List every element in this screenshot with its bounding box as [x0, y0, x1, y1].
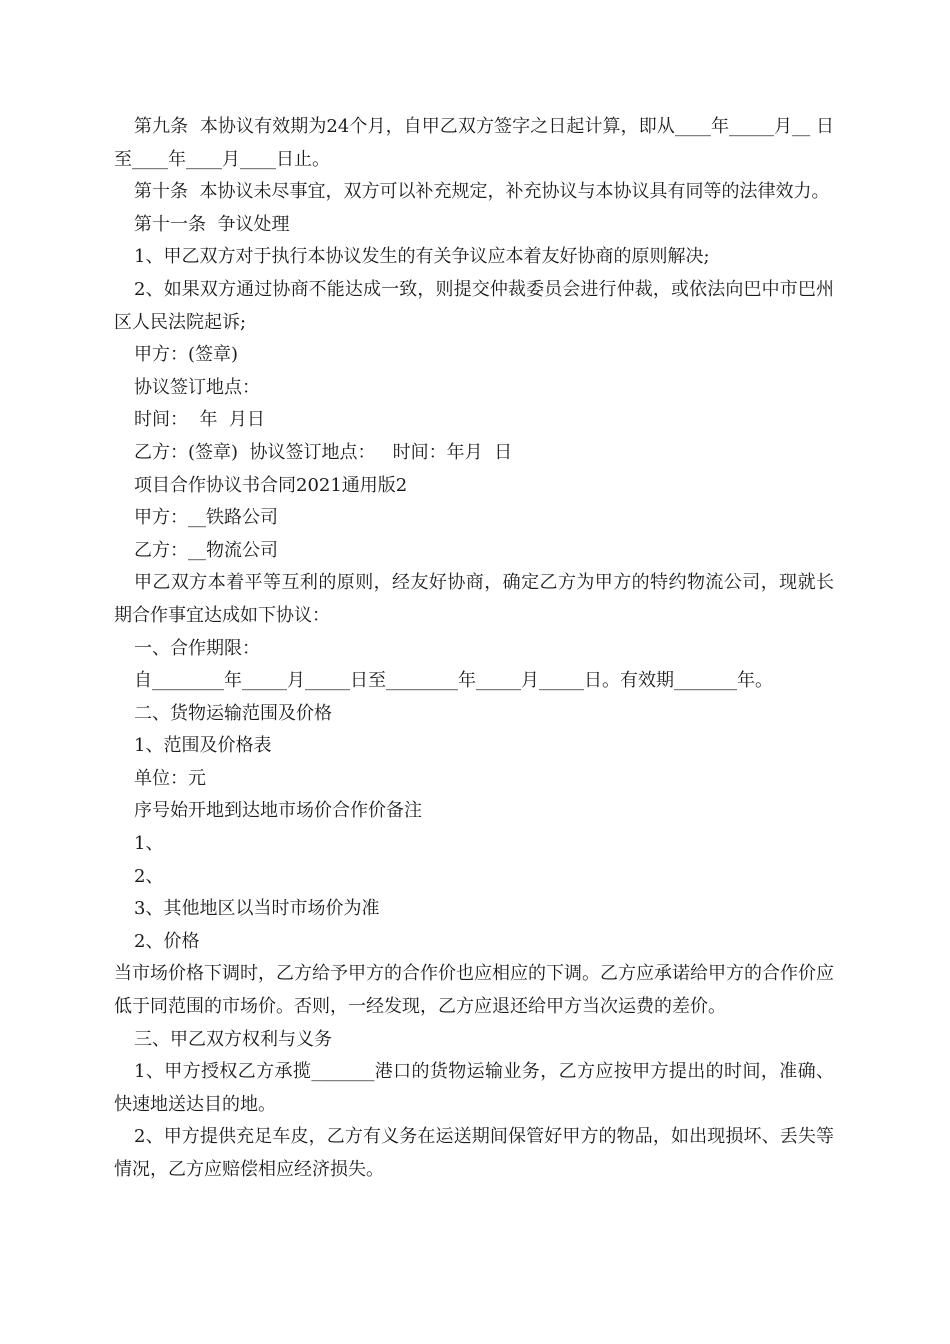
table-row-3: 3、其他地区以当时市场价为准 [134, 898, 380, 920]
table-row-2: 2、 [134, 865, 164, 887]
clause-10-paragraph: 第十条 本协议未尽事宜，双方可以补充规定，补充协议与本协议具有同等的法律效力。 [134, 181, 830, 203]
table-row-1: 1、 [134, 833, 164, 855]
signing-location: 协议签订地点： [134, 376, 260, 398]
clause-11-heading: 第十一条 争议处理 [134, 213, 290, 235]
unit-label: 单位：元 [134, 767, 206, 789]
document-body [114, 111, 834, 1187]
signing-time: 时间： 年 月日 [134, 409, 265, 431]
party-a-signature: 甲方：(签章) [134, 344, 239, 366]
party-a-name: 甲方：__铁路公司 [134, 507, 278, 529]
section-3-heading: 三、甲乙双方权利与义务 [134, 1028, 332, 1050]
party-b-name: 乙方：__物流公司 [134, 539, 278, 561]
scope-price-table-heading: 1、范围及价格表 [134, 735, 272, 757]
agreement-title: 项目合作协议书合同2021通用版2 [134, 474, 408, 496]
party-b-signature-line: 乙方：(签章) 协议签订地点： 时间：年月 日 [134, 441, 513, 463]
dispute-item-1: 1、甲乙双方对于执行本协议发生的有关争议应本着友好协商的原则解决; [134, 246, 710, 268]
dispute-item-2: 2、如果双方通过协商不能达成一致，则提交仲裁委员会进行仲裁，或依法向巴中市巴州区人民法院起诉; [114, 278, 834, 333]
preamble-paragraph: 甲乙双方本着平等互利的原则，经友好协商，确定乙方为甲方的特约物流公司，现就长期合作事宜达成如下协议： [114, 572, 834, 626]
section-1-heading: 一、合作期限： [134, 637, 260, 659]
table-header-row: 序号始开地到达地市场价合作价备注 [134, 800, 422, 822]
cooperation-period: 自________年_____月_____日至________年_____月_____日。有效期_______年。 [134, 670, 773, 692]
section-2-heading: 二、货物运输范围及价格 [134, 702, 332, 724]
price-heading: 2、价格 [134, 930, 200, 952]
rights-item-2: 2、甲方提供充足车皮，乙方有义务在运送期间保管好甲方的物品，如出现损坏、丢失等情况，乙方应赔偿相应经济损失。 [114, 1126, 834, 1180]
price-paragraph: 当市场价格下调时，乙方给予甲方的合作价也应相应的下调。乙方应承诺给甲方的合作价应低于同范围的市场价。否则，一经发现，乙方应退还给甲方当次运费的差价。 [114, 963, 834, 1018]
clause-9-paragraph: 第九条 本协议有效期为24个月，自甲乙双方签字之日起计算，即从____年_____月__ 日至____年____月____日止。 [114, 116, 834, 170]
rights-item-1: 1、甲方授权乙方承揽_______港口的货物运输业务，乙方应按甲方提出的时间，准确、快速地送达目的地。 [114, 1061, 834, 1115]
